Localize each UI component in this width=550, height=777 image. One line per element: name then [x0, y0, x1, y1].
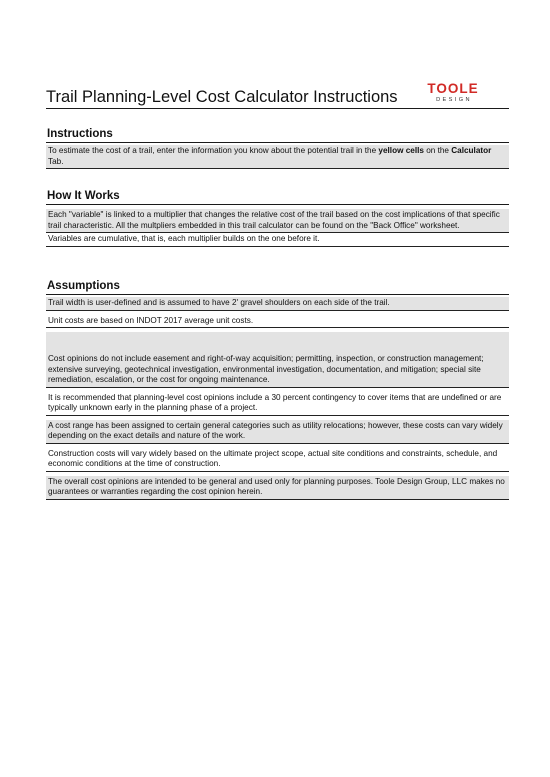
section-heading-instructions: Instructions [46, 126, 509, 143]
instructions-calculator-tab: Calculator [451, 146, 492, 155]
assumptions-row: Unit costs are based on INDOT 2017 average unit costs. [46, 315, 509, 329]
how-it-works-row: Variables are cumulative, that is, each multiplier builds on the one before it. [46, 233, 509, 247]
section-instructions [46, 126, 509, 169]
assumptions-row: Construction costs will vary widely based on the ultimate project scope, actual site conditions and constraints, schedule, and economic conditions at the time of construction. [46, 448, 509, 472]
assumptions-row: The overall cost opinions are intended to be general and used only for planning purposes. Toole Design Group, LLC makes no guarantees or warranties regarding the cost opinion herein. [46, 476, 509, 500]
instructions-text [46, 145, 509, 169]
assumptions-row: A cost range has been assigned to certain general categories such as utility relocations; however, these costs can vary widely depending on the exact details and nature of the work. [46, 420, 509, 444]
logo-subtitle: DESIGN [436, 97, 472, 103]
section-heading-how-it-works: How It Works [46, 188, 509, 205]
section-assumptions [46, 278, 509, 500]
assumptions-row: Cost opinions do not include easement and right-of-way acquisition; permitting, inspection, or construction management; extensive surveying, geotechnical investigation, environmental investigation, documentation, and mitigation; special site remediation, escalation, or the cost for ongoing maintenance. [46, 332, 509, 388]
assumptions-row: Trail width is user-defined and is assumed to have 2' gravel shoulders on each side of the trail. [46, 297, 509, 311]
instructions-yellow-cells: yellow cells [378, 146, 424, 155]
document-header [46, 80, 509, 109]
how-it-works-rows [46, 209, 509, 247]
assumptions-rows [46, 297, 509, 500]
instructions-rows [46, 145, 509, 169]
how-it-works-row: Each "variable" is linked to a multiplier that changes the relative cost of the trail based on the cost implications of that specific trail characteristic. All the multpliers embedded in this trail calculator can be found on the "Back Office" worksheet. [46, 209, 509, 233]
instructions-text-part-2: on the [423, 146, 452, 155]
page-title: Trail Planning-Level Cost Calculator Instructions [46, 88, 398, 106]
instructions-text-part-3: Tab. [48, 156, 64, 166]
section-heading-assumptions: Assumptions [46, 278, 509, 295]
instructions-text-part-1: To estimate the cost of a trail, enter the information you know about the potential trail in the [48, 146, 379, 155]
assumptions-row: It is recommended that planning-level cost opinions include a 30 percent contingency to cover items that are undefined or are typically unknown early in the planning phase of a project. [46, 392, 509, 416]
section-how-it-works [46, 188, 509, 247]
logo-word: TOOLE [427, 81, 479, 96]
toole-design-logo [425, 82, 481, 104]
